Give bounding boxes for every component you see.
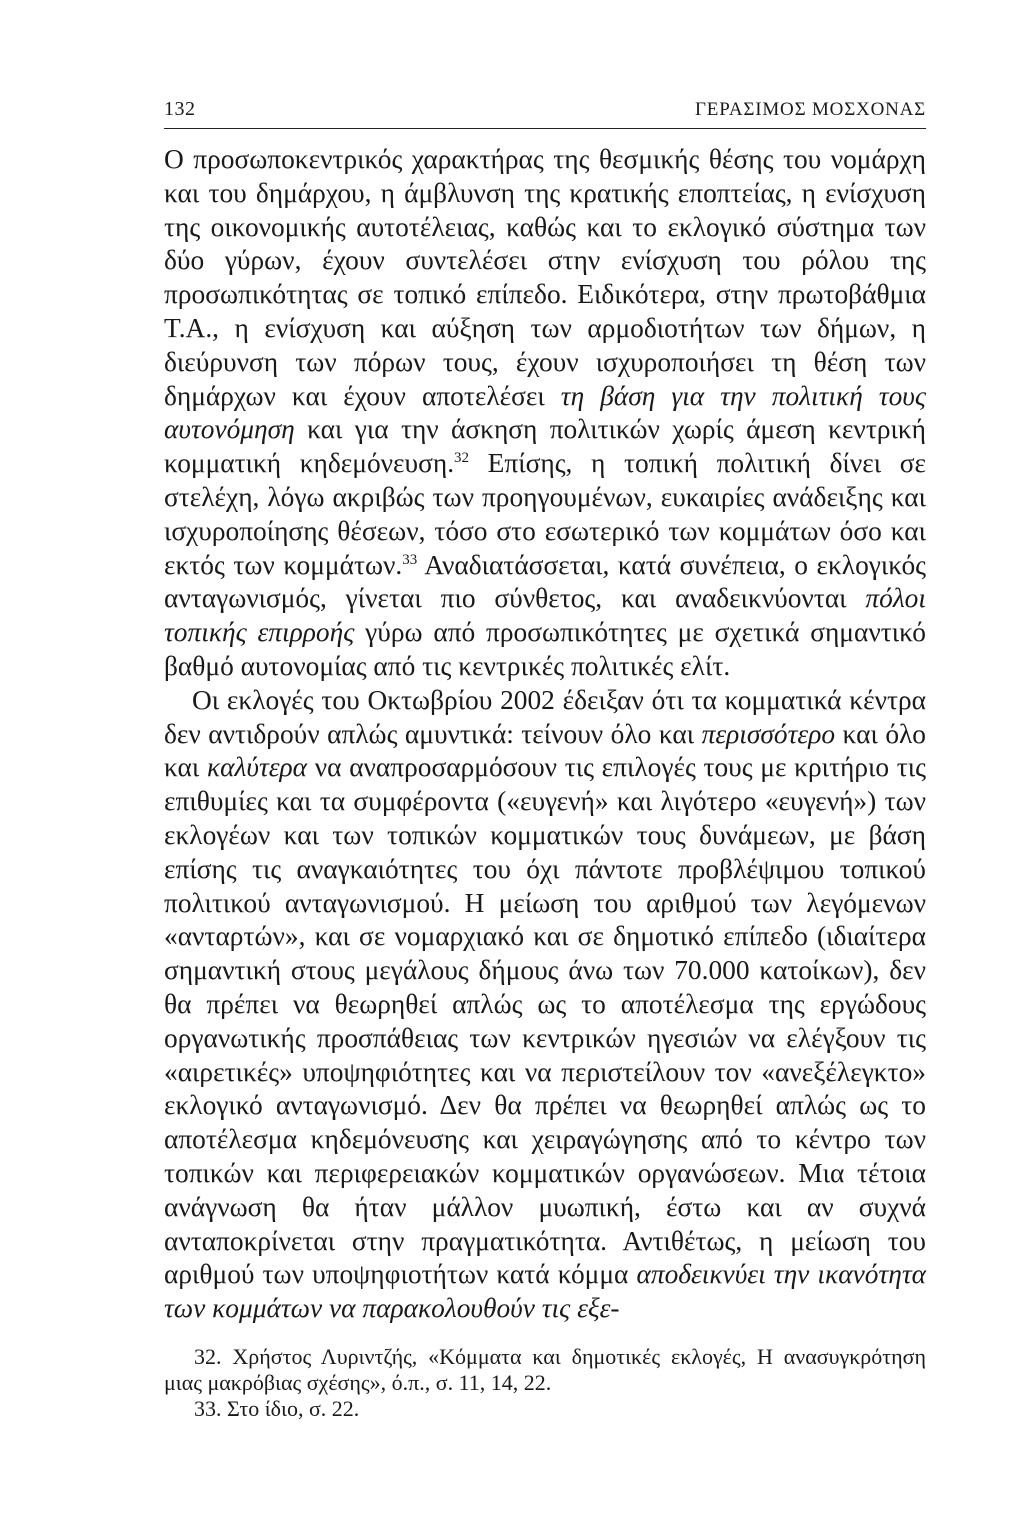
page-number: 132 xyxy=(164,98,196,120)
p1-text-1: Ο προσωποκεντρικός χαρακτήρας της θεσμικής θέσης του νομάρχη και του δημάρχου, η άμβλυνση της κρατικής εποπτείας, η ενίσχυση της οικονομικής αυτοτέλειας, καθώς και το εκλογικό σύστημα των δύο γύρων, έχουν συντελέσει στην ενίσχυση του ρόλου της προσωπικότητας σε τοπικό επίπεδο. Ειδικότερα, στην πρωτοβάθμια Τ.Α., η ενίσχυση και αύξηση των αρμοδιοτήτων των δήμων, η διεύρυνση των πόρων τους, έχουν ισχυροποιήσει τη θέση των δημάρχων και έχουν αποτελέσει xyxy=(164,144,926,411)
p2-italic-2: καλύτερα xyxy=(206,752,308,783)
p2-text-1: Οι εκλογές του Οκτωβρίου 2002 έδειξαν ότι τα κομματικά κέντρα δεν αντιδρούν απλώς αμυντικά: τείνουν όλο και xyxy=(164,684,926,749)
p1-text-5: γύρω από προσωπικότητες με σχετικά σημαντικό βαθμό αυτονομίας από τις κεντρικές πολιτικές ελίτ. xyxy=(164,617,926,681)
p2-italic-1: περισσότερο xyxy=(701,718,836,749)
p1-italic-2: πόλοι τοπικής επιρροής xyxy=(164,583,926,648)
footnotes xyxy=(164,1344,926,1422)
body-text xyxy=(164,143,926,1326)
running-head xyxy=(164,98,926,129)
p1-text-4: Αναδιατάσσεται, κατά συνέπεια, ο εκλογικός ανταγωνισμός, γίνεται πιο σύνθετος, και αναδεικνύονται xyxy=(164,549,926,614)
paragraph-1 xyxy=(164,143,926,684)
p1-text-2: και για την άσκηση πολιτικών χωρίς άμεση κεντρική κομματική κηδεμόνευση. xyxy=(164,414,926,479)
p1-text-3: Επίσης, η τοπική πολιτική δίνει σε στελέχη, λόγω ακριβώς των προηγουμένων, ευκαιρίες ανάδειξης και ισχυροποίησης θέσεων, τόσο στο εσωτερικό των κομμάτων όσο και εκτός των κομμάτων. xyxy=(164,448,926,580)
p1-italic-1: τη βάση για την πολιτική τους αυτονόμηση xyxy=(164,380,926,445)
paragraph-2 xyxy=(164,684,926,1326)
book-page xyxy=(164,98,926,1422)
p2-text-2: και όλο και xyxy=(164,718,926,783)
footnote-33: 33. Στο ίδιο, σ. 22. xyxy=(194,1395,360,1421)
p2-text-3: να αναπροσαρμόσουν τις επιλογές τους με κριτήριο τις επιθυμίες και τα συμφέροντα («ευγενή» και λιγότερο «ευγενή») των εκλογέων και των τοπικών κομματικών τους δυνάμεων, με βάση επίσης τις αναγκαιότητες του όχι πάντοτε προβλέψιμου τοπικού πολιτικού ανταγωνισμού. Η μείωση του αριθμού των λεγόμενων «ανταρτών», και σε νομαρχιακό και σε δημοτικό επίπεδο (ιδιαίτερα σημαντική στους μεγάλους δήμους άνω των 70.000 κατοίκων), δεν θα πρέπει να θεωρηθεί απλώς ως το αποτέλεσμα της εργώδους οργανωτικής προσπάθειας των κεντρικών ηγεσιών να ελέγξουν τις «αιρετικές» υποψηφιότητες και να περιστείλουν τον «ανεξέλεγκτο» εκλογικό ανταγωνισμό. Δεν θα πρέπει να θεωρηθεί απλώς ως το αποτέλεσμα κηδεμόνευσης και χειραγώγησης από το κέντρο των τοπικών και περιφερειακών κομματικών οργανώσεων. Μια τέτοια ανάγνωση θα ήταν μάλλον μυωπική, έστω και αν συχνά ανταποκρίνεται στην πραγματικότητα. Αντιθέτως, η μείωση του αριθμού των υποψηφιοτήτων κατά κόμμα xyxy=(164,752,926,1290)
footnote-ref-33: 33 xyxy=(402,551,418,568)
footnote-ref-32: 32 xyxy=(454,450,470,467)
running-head-author: ΓΕΡΑΣΙΜΟΣ ΜΟΣΧΟΝΑΣ xyxy=(695,99,926,120)
p2-italic-3: αποδεικνύει την ικανότητα των κομμάτων να παρακολουθούν τις εξε- xyxy=(164,1259,926,1324)
footnote-32: 32. Χρήστος Λυριντζής, «Κόμματα και δημοτικές εκλογές, Η ανασυγκρότηση μιας μακρόβιας σχέσης», ό.π., σ. 11, 14, 22. xyxy=(164,1343,926,1395)
